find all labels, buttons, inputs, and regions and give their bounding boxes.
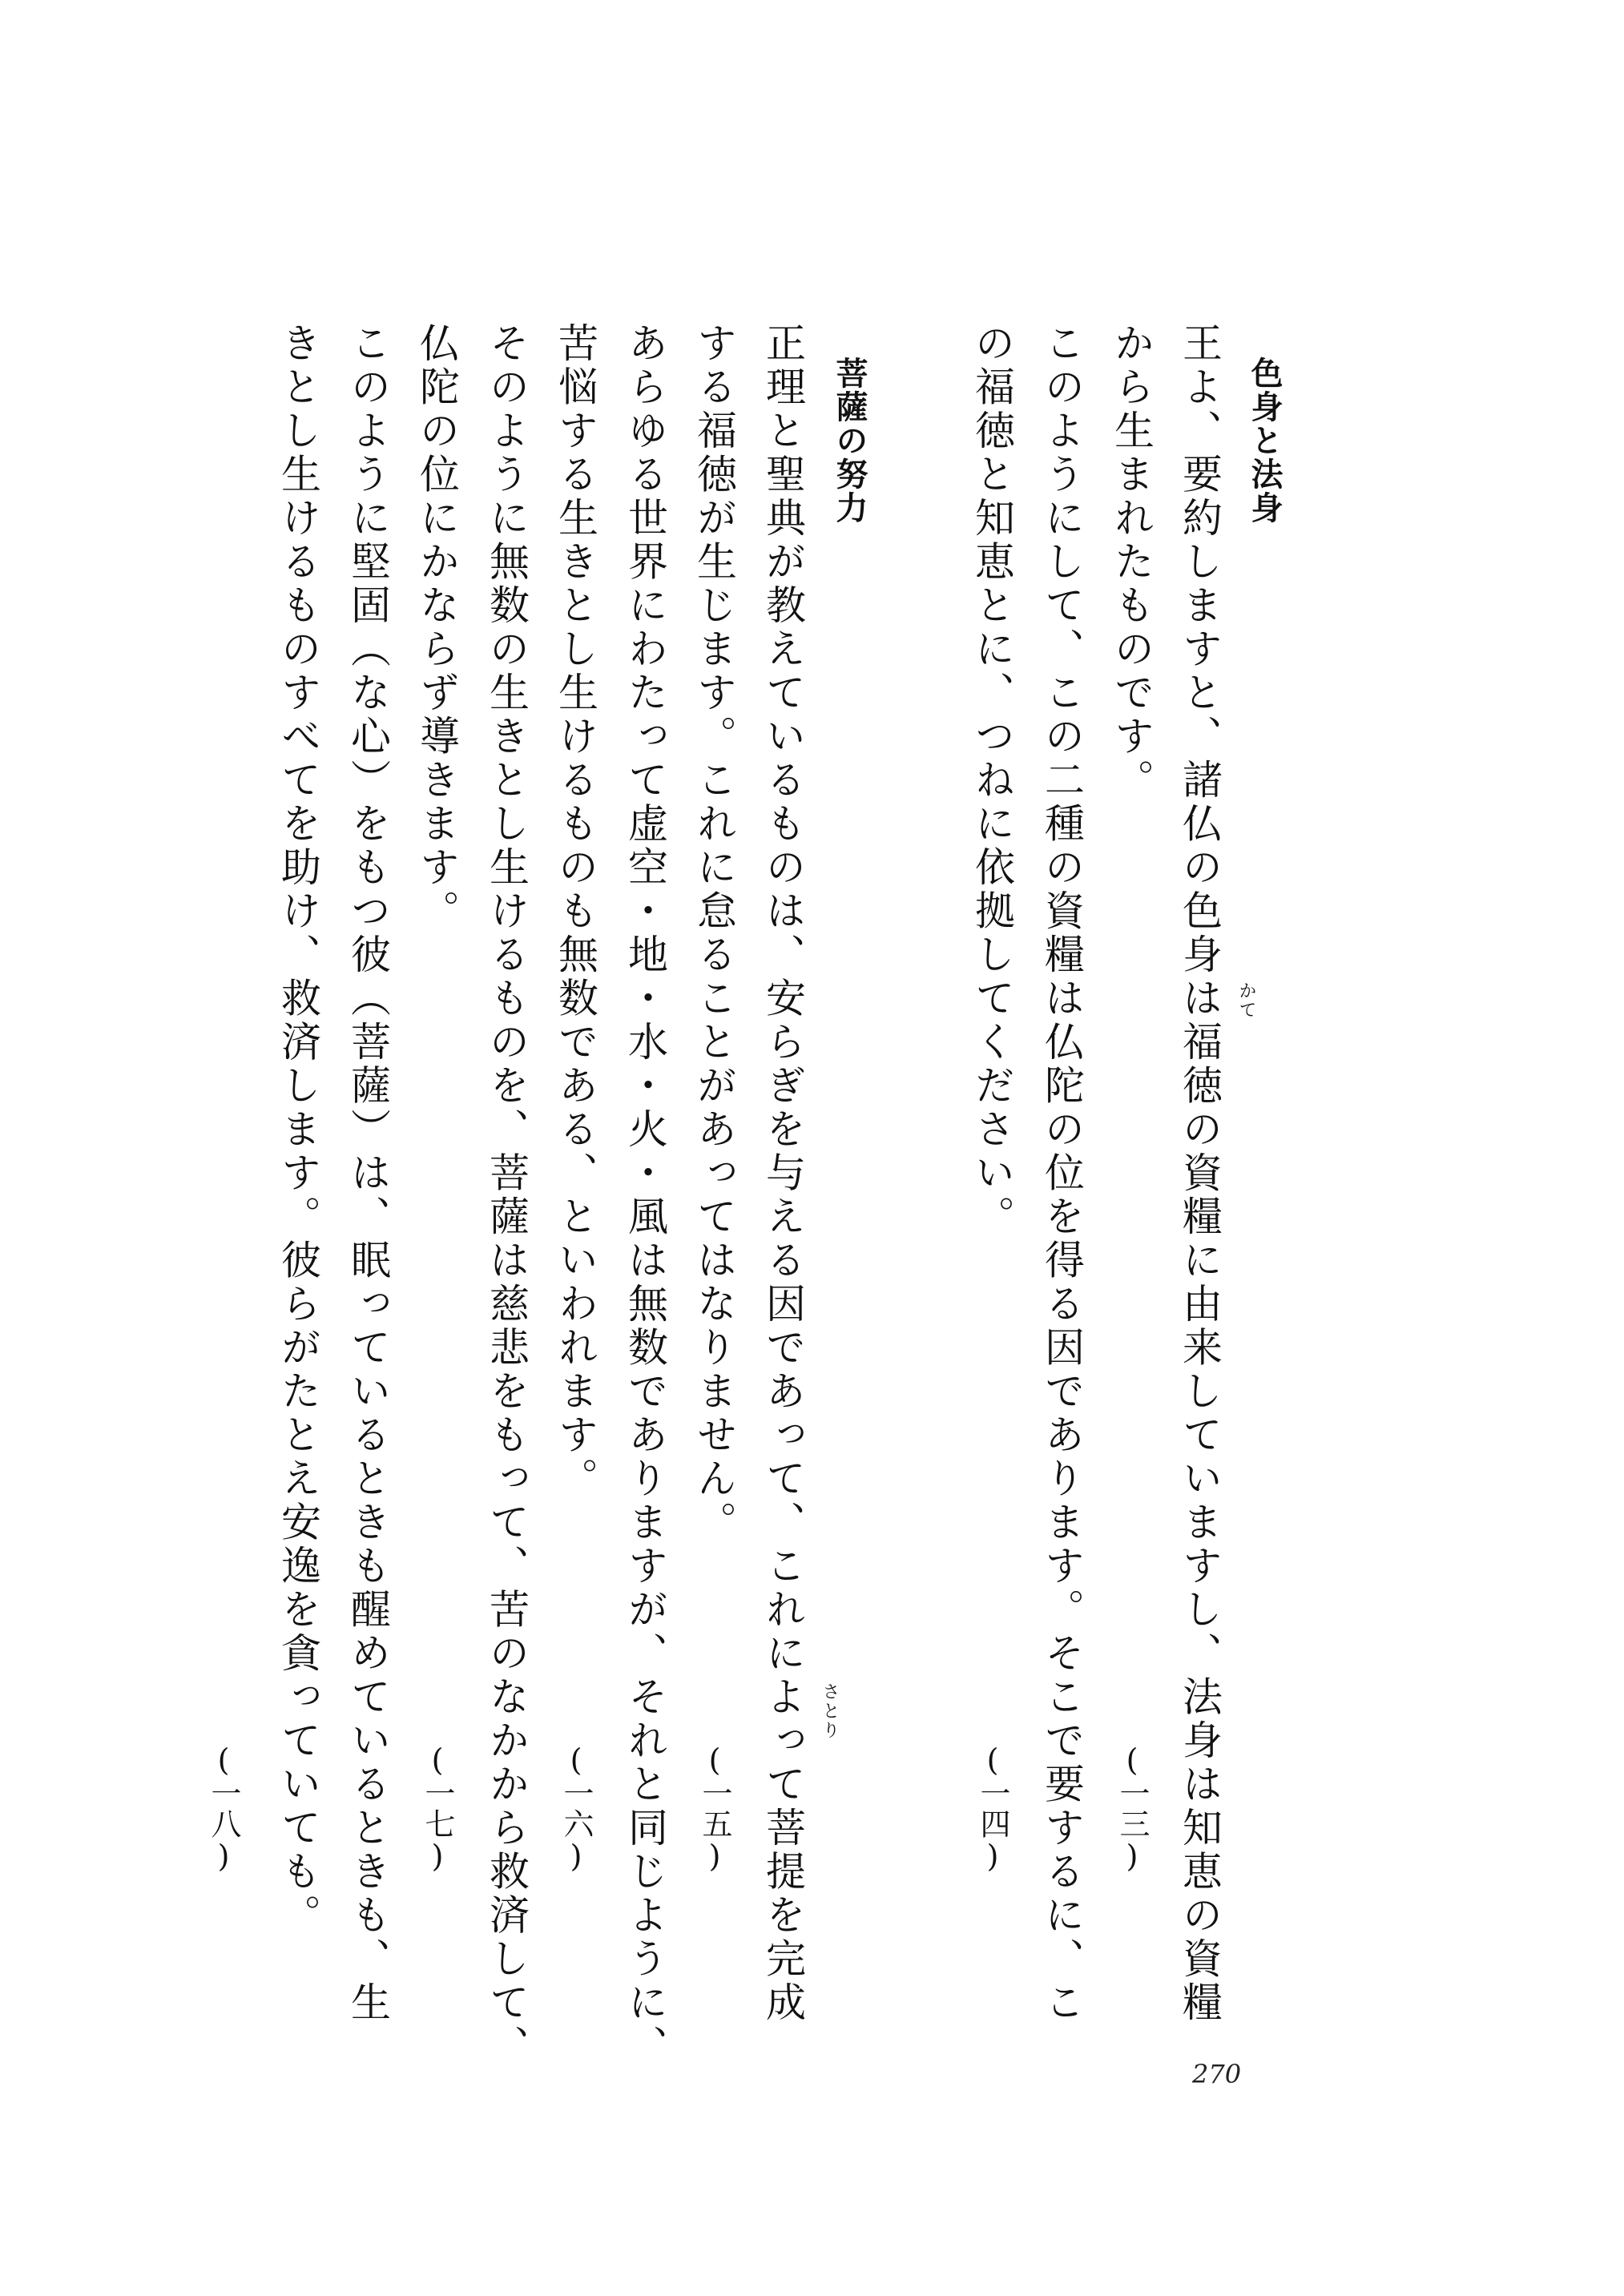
- text-line: の福徳と知恵とに、つねに依拠してください。: [969, 322, 1015, 1239]
- verse-marker-18: (一八): [206, 1742, 241, 1874]
- verse-marker-13: (一三): [1114, 1742, 1150, 1874]
- verse-marker-17: (一七): [420, 1742, 455, 1874]
- text-line: から生まれたものです。: [1108, 322, 1155, 803]
- text-line: する福徳が生じます。これに怠ることがあってはなりません。: [691, 322, 737, 1545]
- text-line: このように堅固（な心）をもつ彼（菩薩）は、眠っているときも醒めているときも、生: [345, 322, 391, 2025]
- text-line: 苦悩する生きとし生けるものも無数である、といわれます。: [552, 322, 598, 1501]
- text-line: きとし生けるものすべてを助け、救済します。彼らがたとえ安逸を貪っていても。: [275, 322, 321, 1938]
- text-line: 正理と聖典が教えているものは、安らぎを与える因であって、これによって菩提を完成: [760, 322, 806, 2025]
- text-line: そのように無数の生きとし生けるものを、菩薩は慈悲をもって、苦のなかから救済して、: [483, 322, 530, 2068]
- text-line: あらゆる世界にわたって虚空・地・水・火・風は無数でありますが、それと同じように、: [622, 322, 668, 2068]
- verse-marker-16: (一六): [558, 1742, 594, 1874]
- section-heading-shikishin-hosshin: 色身と法身: [1246, 356, 1283, 525]
- text-line: 王よ、要約しますと、諸仏の色身は福徳の資糧に由来していますし、法身は知恵の資糧: [1176, 322, 1223, 2025]
- section-heading-bosatsu-doryoku: 菩薩の努力: [831, 356, 868, 525]
- ruby-satori: さとり: [820, 1682, 840, 1740]
- text-line: このようにして、この二種の資糧は仏陀の位を得る因であります。そこで要するに、こ: [1038, 322, 1085, 2025]
- verse-marker-15: (一五): [697, 1742, 732, 1874]
- page-number: 270: [1192, 2059, 1242, 2089]
- verse-marker-14: (一四): [975, 1742, 1010, 1874]
- ruby-kate: かて: [1236, 981, 1256, 1020]
- text-line: 仏陀の位にかならず導きます。: [413, 322, 460, 933]
